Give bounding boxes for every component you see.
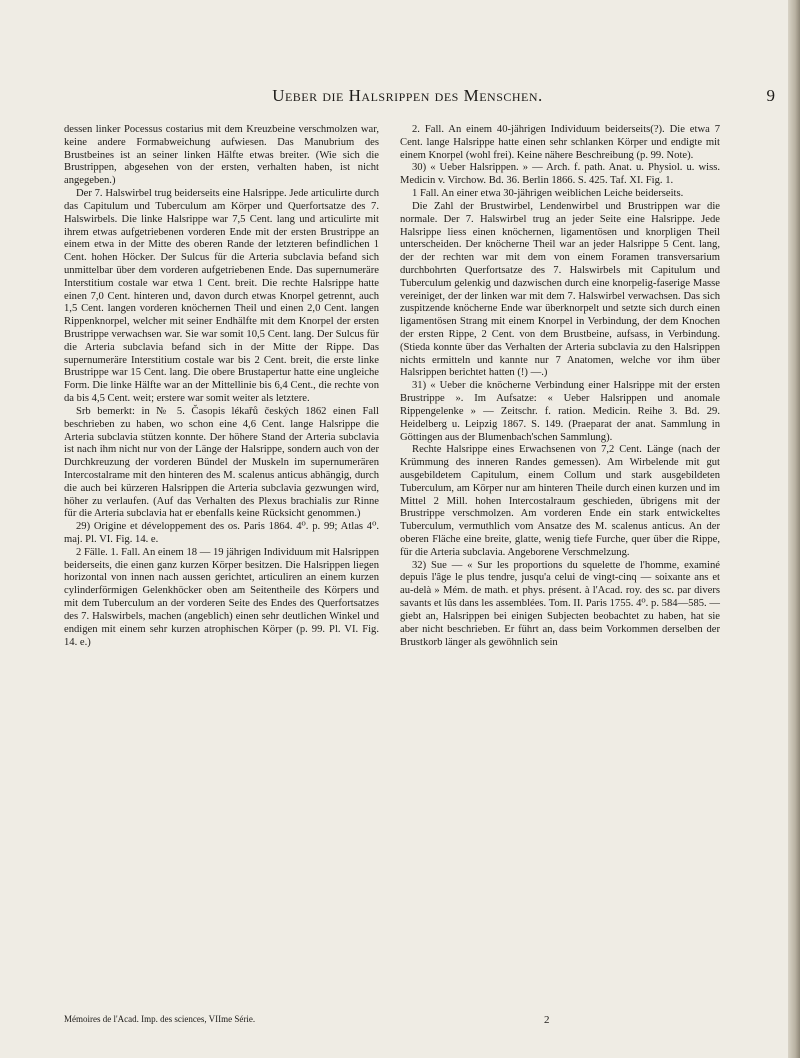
right-column <box>400 124 720 649</box>
page-number: 9 <box>766 86 775 105</box>
page-edge <box>788 0 800 1058</box>
signature-mark: 2 <box>544 1014 550 1026</box>
paragraph: 2. Fall. An einem 40-jährigen Individuum beiderseits(?). Die etwa 7 Cent. lange Halsrippe hatte einen sehr schlanken Körper und endigte mit einem Knorpel (wohl frei). Keine nähere Beschreibung (p. 99. Note). <box>400 124 720 161</box>
paragraph: 31) « Ueber die knöcherne Verbindung einer Halsrippe mit der ersten Brustrippe ». Im Aufsatze: « Ueber Halsrippen und anomale Rippengelenke » — Zeitschr. f. ration. Medicin. Reihe 3. Bd. 29. Heidelberg u. Leipzig 1867. S. 149. (Praeparat der anat. Sammlung in Göttingen aus der Blumenbach'schen Sammlung). <box>400 380 720 443</box>
running-header <box>40 86 775 110</box>
paragraph: Die Zahl der Brustwirbel, Lendenwirbel und Brustrippen war die normale. Der 7. Halswirbel trug an jeder Seite eine Halsrippe. Jede Halsrippe liess einen knöchernen, ligamentösen und knorpligen Theil unterscheiden. Der knöcherne Theil war an jeder Halsrippe 5 Cent. lang, der der rechten war mit dem von einem Foramen transversarium durchbohrten Querfortsatze des 7. Halswirbels mit Capitulum und Tuberculum gelenkig und dazwischen durch eine knorpelig-faserige Masse vereiniget, der der linken war mit dem 7. Halswirbel verwachsen. Das sich zuspitzende knöcherne Ende war überknorpelt und setzte sich durch einen ligamentösen Strang mit einem Knorpel in Verbindung, der dem Knochen der ersten Rippe, 2 Cent. von dem Brustbeine, aufsass, in Verbindung. (Stieda konnte über das Verhalten der Arteria subclavia zu den Halsrippen nichts ermitteln und kannte nur 7 Anatomen, welche vor ihm über Halsrippen berichtet hatten (!) —.) <box>400 200 720 379</box>
paragraph: Rechte Halsrippe eines Erwachsenen von 7,2 Cent. Länge (nach der Krümmung des inneren Randes gemessen). Am Wirbelende mit gut ausgebildetem Capitulum, einem Collum und stark ausgebildeten Tuberculum, am Körper nur am hinteren Theile durch einen kurzen und im Mittel 2 Mill. hohen Intercostalraum geschieden, übrigens mit der Brustrippe verschmolzen. Am vorderen Ende ein stark entwickeltes Tuberculum, vermuthlich vom Ansatze des M. scalenus anticus. An der oberen Fläche eine breite, glatte, wenig tiefe Furche, quer über die Rippe, für die Arteria subclavia. Angeborene Verschmelzung. <box>400 444 720 558</box>
left-column <box>64 124 379 649</box>
paragraph: Der 7. Halswirbel trug beiderseits eine Halsrippe. Jede articulirte durch das Capitulum und Tuberculum am Körper und Querfortsatze des 7. Halswirbels. Die linke Halsrippe war 7,5 Cent. lang und articulirte mit ihrem etwas aufgetriebenen vorderen Ende mit der ersten Brustrippe an einem etwa in der Mitte des oberen Rande der letzteren befindlichen 1 Cent. hohen Höcker. Der Sulcus für die Arteria subclavia befand sich unmittelbar über dem vorderen aufgetriebenen Ende. Das supernumeräre Interstitium costale war etwa 1 Cent. breit. Die rechte Halsrippe hatte einen 7,0 Cent. hinteren und, davon durch etwas Knorpel getrennt, auch 1,5 Cent. langen vorderen knöchernen Theil und einen 2,0 Cent. langen Rippenknorpel, welcher mit seiner Endhälfte mit dem Knorpel der ersten Brustrippe verwachsen war. Sie war somit 10,5 Cent. lang. Der Sulcus für die Arteria subclavia befand sich in der Mitte der Rippe. Das supernumeräre Interstitium costale war bis 2 Cent. breit, die erste linke Brustrippe war 15 Cent. lang. Die obere Brustapertur hatte eine ungleiche Form. Die linke Hälfte war an der Mittellinie bis 6,4 Cent., die rechte von da bis 4,5 Cent. weit; erstere war somit weiter als letztere. <box>64 188 379 405</box>
paragraph: 29) Origine et développement des os. Paris 1864. 4⁰. p. 99; Atlas 4⁰. maj. Pl. VI. Fig. 14. e. <box>64 521 379 545</box>
header-title: Ueber die Halsrippen des Menschen. <box>272 86 543 105</box>
paragraph: dessen linker Pocessus costarius mit dem Kreuzbeine verschmolzen war, keine andere Formabweichung aufwiesen. Das Manubrium des Brustbeines ist an seiner linken Hälfte etwas breiter. (Wie sich die Brustrippen, abgesehen von der ersten, verhalten haben, ist nicht angegeben.) <box>64 124 379 187</box>
paragraph: 1 Fall. An einer etwa 30-jährigen weiblichen Leiche beiderseits. <box>412 188 684 200</box>
paragraph: 30) « Ueber Halsrippen. » — Arch. f. path. Anat. u. Physiol. u. wiss. Medicin v. Virchow. Bd. 36. Berlin 1866. S. 425. Taf. XI. Fig. 1. <box>400 162 720 187</box>
journal-footer: Mémoires de l'Acad. Imp. des sciences, VIIme Série. <box>64 1014 256 1024</box>
paragraph: 32) Sue — « Sur les proportions du squelette de l'homme, examiné depuis l'âge le plus tendre, jusqu'a celui de vingt-cinq — soixante ans et au-delà » Mém. de math. et phys. présent. à l'Acad. roy. des sc. par divers savants et lûs dans les assemblées. Tom. II. Paris 1755. 4⁰. p. 584—585. — giebt an, Halsrippen bei einigen Subjecten beobachtet zu haben, hat sie aber nicht beschrieben. Er führt an, dass beim Vorkommen derselben der Brustkorb länger als gewöhnlich sein <box>400 559 720 648</box>
paragraph: 2 Fälle. 1. Fall. An einem 18 — 19 jährigen Individuum mit Halsrippen beiderseits, die einen ganz kurzen Körper besitzen. Die Halsrippen liegen horizontal von innen nach aussen gerichtet, articuliren an einem kurzen cylinderförmigen Gelenkhöcker oben am Seitentheile des Körpers und mit dem Tuberculum an der vorderen Seite des Endes des Querfortsatzes des 7. Halswirbels, machen (angeblich) einen sehr deutlichen Winkel und endigen mit einem sehr kurzen atrophischen Körper (p. 99. Pl. VI. Fig. 14. e.) <box>64 546 379 648</box>
paragraph: Srb bemerkt: in № 5. Časopis lékařů českých 1862 einen Fall beschrieben zu haben, wo schon eine 4,6 Cent. lange Halsrippe die Arteria subclavia stützen konnte. Der höhere Stand der Arteria subclavia ist nach ihm nicht nur von der Länge der Halsrippe, sondern auch von der Durchkreuzung der vorderen Bündel der Muskeln im supernumerären Intercostalrame mit den hinteren des M. scalenus anticus abhängig, durch die auch bei kürzeren Halsrippen die Arteria subclavia gezwungen wird, höher zu verlaufen. (Auf das Verhalten des Plexus brachialis zur Rinne für die Arteria subclavia hat er ebenfalls keine Rücksicht genommen.) <box>64 405 379 520</box>
